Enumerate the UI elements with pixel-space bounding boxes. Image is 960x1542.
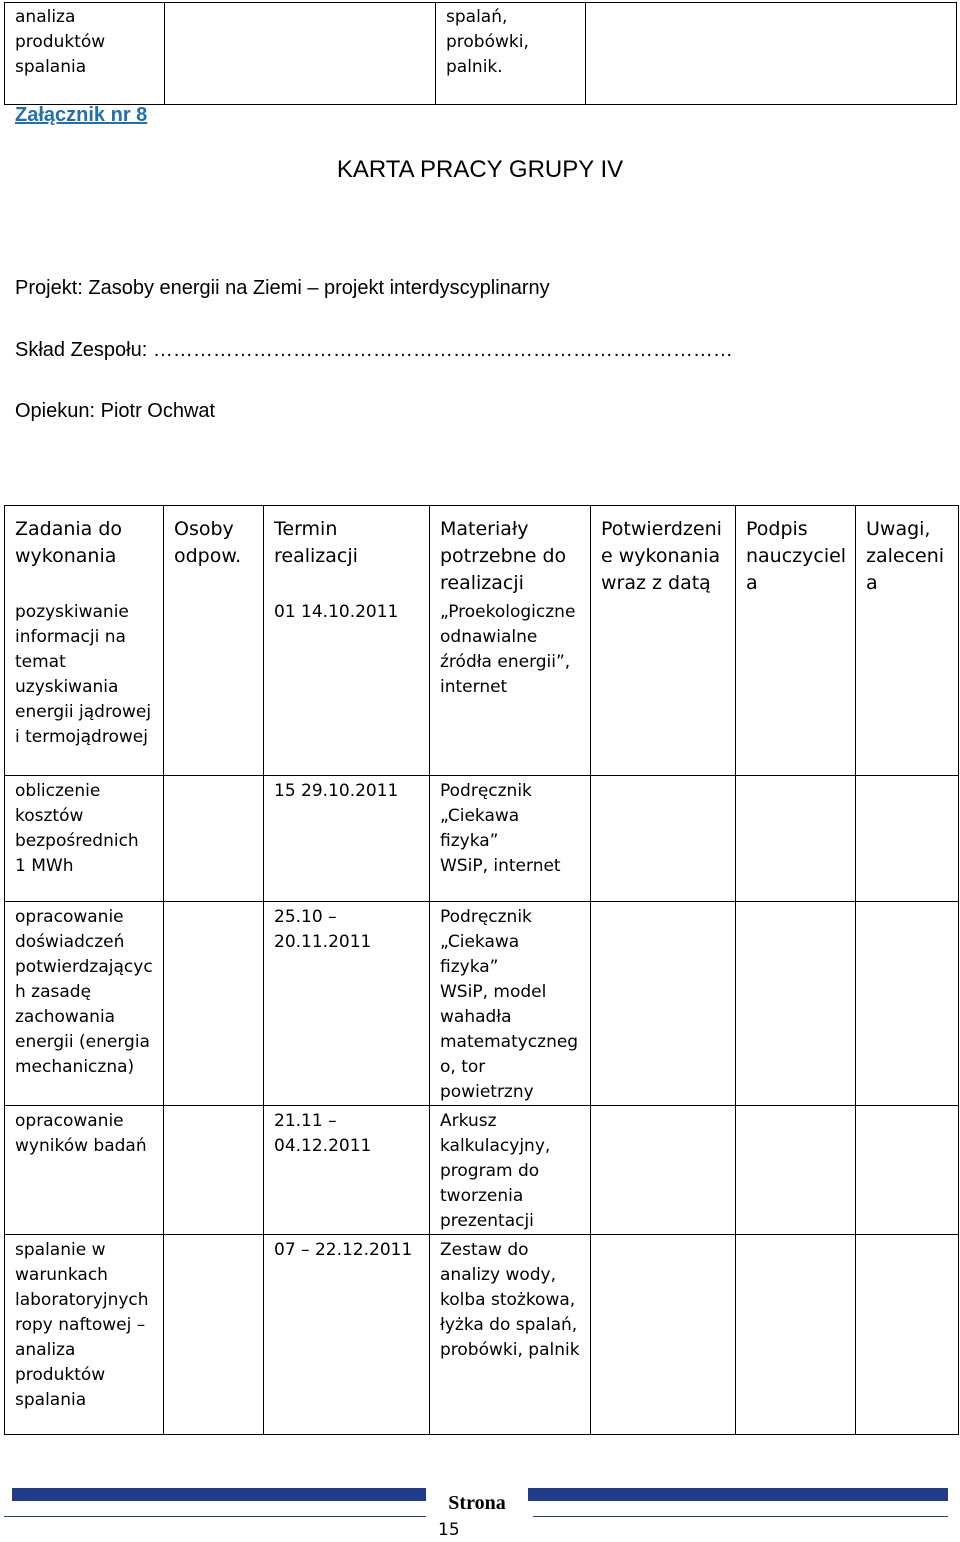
table-row [5,901,959,1105]
footer-bar-left [12,1488,426,1501]
table-row [5,597,959,775]
page-title: KARTA PRACY GRUPY IV [336,156,624,183]
header-teacher-signature: Podpis nauczyciel a [736,506,856,598]
previous-page-table [4,2,957,105]
notes-cell [856,1105,959,1234]
task-cell: spalanie w warunkach laboratoryjnych ropy naftowej – analiza produktów spalania [5,1234,164,1434]
confirmation-cell [591,597,736,775]
table-header-row [5,506,959,598]
prev-empty-cell [165,3,436,105]
date-cell: 15 29.10.2011 [264,775,430,901]
signature-cell [736,1105,856,1234]
task-cell: pozyskiwanie informacji na temat uzyskiwania energii jądrowej i termojądrowej [5,597,164,775]
prev-materials-cell: spalań, probówki, palnik. [436,3,586,105]
notes-cell [856,597,959,775]
footer-bar-right [528,1488,948,1501]
person-cell [164,1234,264,1434]
header-task: Zadania do wykonania [5,506,164,598]
signature-cell [736,597,856,775]
confirmation-cell [591,1234,736,1434]
prev-empty-cell-2 [586,3,957,105]
header-materials: Materiały potrzebne do realizacji [430,506,591,598]
date-cell: 21.11 – 04.12.2011 [264,1105,430,1234]
prev-task-cell: analiza produktów spalania [5,3,165,105]
materials-cell: Podręcznik „Ciekawa fizyka” WSiP, internet [430,775,591,901]
team-line: Skład Zespołu: …………………………………………………………………………… [15,339,733,361]
person-cell [164,597,264,775]
header-date: Termin realizacji [264,506,430,598]
footer-page-label: Strona [448,1492,506,1514]
materials-cell: Podręcznik „Ciekawa fizyka” WSiP, model wahadła matematyczneg o, tor powietrzny [430,901,591,1105]
header-notes: Uwagi, zaleceni a [856,506,959,598]
task-cell: opracowanie doświadczeń potwierdzającyc h zasadę zachowania energii (energia mechaniczna) [5,901,164,1105]
person-cell [164,1105,264,1234]
footer-page-number: 15 [438,1520,460,1540]
materials-cell: „Proekologiczne odnawialne źródła energii”, internet [430,597,591,775]
confirmation-cell [591,901,736,1105]
date-cell: 07 – 22.12.2011 [264,1234,430,1434]
mentor-line: Opiekun: Piotr Ochwat [15,400,216,422]
work-plan-table [4,505,959,1435]
task-cell: obliczenie kosztów bezpośrednich 1 MWh [5,775,164,901]
notes-cell [856,775,959,901]
notes-cell [856,1234,959,1434]
task-cell: opracowanie wyników badań [5,1105,164,1234]
project-line: Projekt: Zasoby energii na Ziemi – projekt interdyscyplinarny [15,277,550,299]
confirmation-cell [591,1105,736,1234]
header-confirmation: Potwierdzeni e wykonania wraz z datą [591,506,736,598]
signature-cell [736,775,856,901]
notes-cell [856,901,959,1105]
signature-cell [736,901,856,1105]
date-cell: 01 14.10.2011 [264,597,430,775]
date-cell: 25.10 – 20.11.2011 [264,901,430,1105]
table-row [5,1234,959,1434]
table-row [5,775,959,901]
person-cell [164,775,264,901]
materials-cell: Zestaw do analizy wody, kolba stożkowa, łyżka do spalań, probówki, palnik [430,1234,591,1434]
confirmation-cell [591,775,736,901]
footer-rule-left [4,1516,426,1517]
signature-cell [736,1234,856,1434]
person-cell [164,901,264,1105]
footer-rule-right [533,1516,948,1517]
materials-cell: Arkusz kalkulacyjny, program do tworzenia prezentacji [430,1105,591,1234]
table-row [5,1105,959,1234]
header-person: Osoby odpow. [164,506,264,598]
attachment-link[interactable]: Załącznik nr 8 [15,104,148,126]
